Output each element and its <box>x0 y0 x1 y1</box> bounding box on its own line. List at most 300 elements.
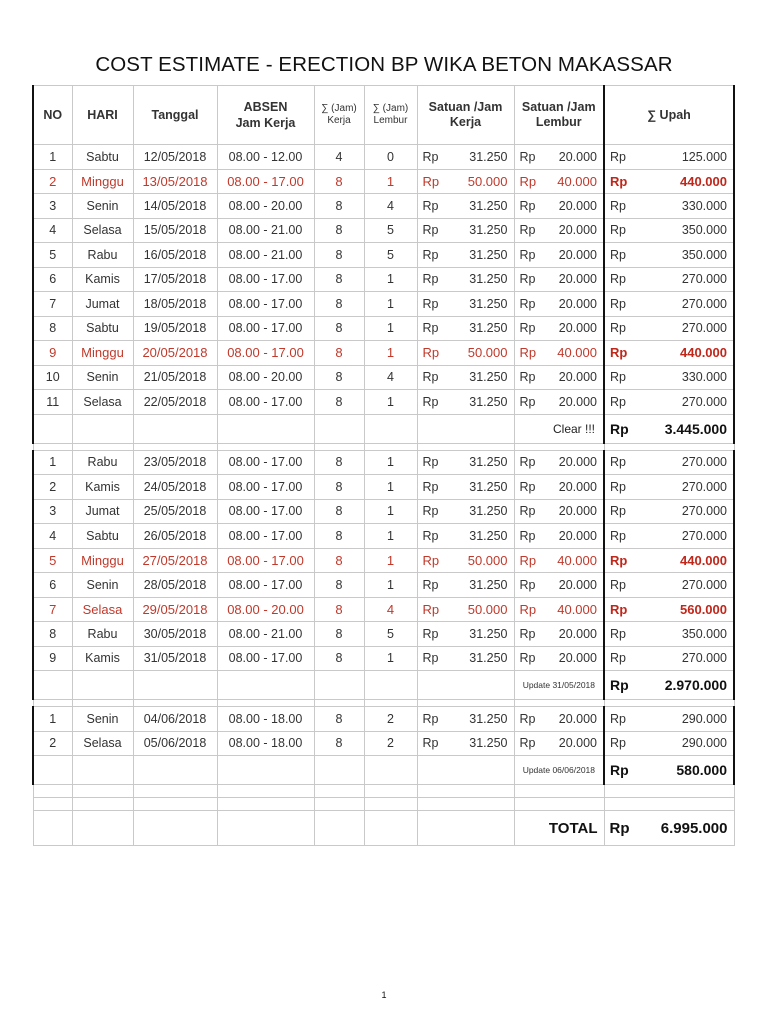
cell-satuan-kerja-value: 31.250 <box>469 577 508 592</box>
empty-cell <box>33 798 72 811</box>
cell-upah-value: 270.000 <box>681 504 727 519</box>
subtotal-empty-cell <box>33 414 72 443</box>
cell-satuan-lembur-currency: Rp <box>519 736 536 751</box>
empty-row <box>33 798 734 811</box>
total-empty-cell <box>217 811 314 846</box>
cell-jam-kerja: 8 <box>314 597 364 622</box>
cell-satuan-lembur <box>514 597 604 622</box>
subtotal-empty-cell <box>133 671 217 700</box>
cell-jam-kerja: 8 <box>314 450 364 475</box>
subtotal-empty-cell <box>417 756 514 785</box>
cell-hari: Jumat <box>72 292 133 317</box>
cell-upah-value: 290.000 <box>681 711 727 726</box>
cell-satuan-kerja-value: 31.250 <box>469 394 508 409</box>
cell-tanggal: 17/05/2018 <box>133 267 217 292</box>
cell-upah <box>604 390 734 415</box>
cell-upah <box>604 475 734 500</box>
header-jam-lembur-line2: Lembur <box>373 115 408 126</box>
spacer-cell <box>217 700 314 707</box>
cell-satuan-lembur-currency: Rp <box>519 651 536 666</box>
cell-satuan-lembur-value: 20.000 <box>558 247 597 262</box>
cell-hari: Jumat <box>72 499 133 524</box>
cell-jam-kerja: 8 <box>314 622 364 647</box>
cell-satuan-lembur-wrap <box>520 712 598 726</box>
subtotal-amount <box>604 414 734 443</box>
cell-absen: 08.00 - 17.00 <box>217 573 314 598</box>
cell-hari: Rabu <box>72 243 133 268</box>
empty-row <box>33 785 734 798</box>
cell-satuan-lembur-currency: Rp <box>519 345 537 361</box>
cell-satuan-lembur-wrap <box>520 321 598 335</box>
spacer-cell <box>417 700 514 707</box>
cell-satuan-kerja-currency: Rp <box>422 272 439 287</box>
cell-satuan-lembur <box>514 390 604 415</box>
cell-jam-kerja: 8 <box>314 292 364 317</box>
subtotal-empty-cell <box>217 414 314 443</box>
cell-upah-wrap <box>610 150 727 164</box>
cell-satuan-kerja-value: 31.250 <box>469 651 508 666</box>
cell-jam-lembur: 5 <box>364 622 417 647</box>
cell-jam-lembur: 2 <box>364 707 417 732</box>
cell-jam-lembur: 1 <box>364 573 417 598</box>
empty-cell <box>72 785 133 798</box>
header-satuan-kerja <box>417 86 514 145</box>
cell-satuan-kerja-wrap <box>423 272 508 286</box>
cell-satuan-kerja-currency: Rp <box>422 552 440 568</box>
cell-satuan-kerja <box>417 597 514 622</box>
cell-absen: 08.00 - 18.00 <box>217 707 314 732</box>
cell-satuan-lembur-value: 20.000 <box>558 321 597 336</box>
subtotal-amount-value: 2.970.000 <box>664 677 727 693</box>
header-row <box>33 86 734 145</box>
empty-cell <box>514 785 604 798</box>
cell-satuan-kerja <box>417 622 514 647</box>
empty-cell <box>217 785 314 798</box>
spacer-cell <box>217 443 314 450</box>
cell-absen: 08.00 - 17.00 <box>217 646 314 671</box>
cell-upah-currency: Rp <box>610 736 626 751</box>
total-empty-cell <box>33 811 72 846</box>
cell-satuan-kerja-value: 31.250 <box>469 504 508 519</box>
cell-tanggal: 20/05/2018 <box>133 341 217 366</box>
spacer-cell <box>364 700 417 707</box>
header-absen-line1: ABSEN <box>243 100 288 114</box>
cell-jam-lembur: 1 <box>364 267 417 292</box>
cell-satuan-lembur-wrap <box>520 174 598 189</box>
cell-satuan-lembur <box>514 731 604 756</box>
cell-upah <box>604 243 734 268</box>
cell-satuan-kerja-value: 31.250 <box>469 149 508 164</box>
cell-satuan-lembur-currency: Rp <box>519 247 536 262</box>
cell-upah-wrap <box>610 712 727 726</box>
cell-no: 5 <box>33 243 72 268</box>
cell-jam-lembur: 1 <box>364 390 417 415</box>
cell-jam-lembur: 1 <box>364 450 417 475</box>
cell-satuan-lembur-currency: Rp <box>519 601 537 617</box>
cell-satuan-kerja <box>417 707 514 732</box>
subtotal-amount-currency: Rp <box>610 677 629 693</box>
cell-upah-currency: Rp <box>610 198 626 213</box>
spacer-cell <box>417 443 514 450</box>
header-absen <box>217 86 314 145</box>
cell-upah-wrap <box>610 578 727 592</box>
cell-satuan-kerja-currency: Rp <box>422 394 439 409</box>
cell-upah-currency: Rp <box>610 272 626 287</box>
subtotal-amount-value: 3.445.000 <box>664 420 727 437</box>
cell-satuan-kerja-value: 31.250 <box>469 736 508 751</box>
cell-jam-lembur: 5 <box>364 218 417 243</box>
cell-absen: 08.00 - 17.00 <box>217 450 314 475</box>
subtotal-empty-cell <box>417 671 514 700</box>
cell-satuan-kerja-wrap <box>423 627 508 641</box>
subtotal-empty-cell <box>33 671 72 700</box>
cell-hari: Rabu <box>72 622 133 647</box>
cell-upah-value: 350.000 <box>681 626 727 641</box>
cell-hari: Senin <box>72 573 133 598</box>
cell-upah-currency: Rp <box>610 370 626 385</box>
cell-tanggal: 28/05/2018 <box>133 573 217 598</box>
empty-cell <box>604 798 734 811</box>
cell-absen: 08.00 - 17.00 <box>217 267 314 292</box>
cell-no: 8 <box>33 622 72 647</box>
cell-satuan-lembur-value: 20.000 <box>558 577 597 592</box>
cell-hari: Selasa <box>72 218 133 243</box>
cell-upah-currency: Rp <box>610 173 628 189</box>
cell-absen: 08.00 - 17.00 <box>217 341 314 366</box>
cell-satuan-lembur-currency: Rp <box>519 626 536 641</box>
cell-satuan-kerja-wrap <box>423 297 508 311</box>
table-row <box>33 341 734 366</box>
cell-satuan-kerja-currency: Rp <box>422 198 439 213</box>
spacer-cell <box>514 700 604 707</box>
subtotal-empty-cell <box>364 414 417 443</box>
cell-satuan-kerja-value: 31.250 <box>469 479 508 494</box>
cell-hari: Rabu <box>72 450 133 475</box>
cell-satuan-lembur-value: 20.000 <box>558 394 597 409</box>
cell-upah <box>604 292 734 317</box>
cell-satuan-lembur-wrap <box>520 529 598 543</box>
cell-tanggal: 18/05/2018 <box>133 292 217 317</box>
cell-upah-wrap <box>610 345 727 360</box>
cell-jam-lembur: 5 <box>364 243 417 268</box>
cell-upah-wrap <box>610 395 727 409</box>
cell-upah-wrap <box>610 553 727 568</box>
cell-satuan-lembur-wrap <box>520 627 598 641</box>
spacer-cell <box>314 700 364 707</box>
cell-upah-value: 440.000 <box>680 552 727 568</box>
cell-satuan-lembur-currency: Rp <box>519 528 536 543</box>
cell-no: 9 <box>33 341 72 366</box>
cell-jam-kerja: 8 <box>314 646 364 671</box>
cell-upah <box>604 145 734 170</box>
cell-upah-currency: Rp <box>610 504 626 519</box>
subtotal-amount-wrap <box>610 762 727 778</box>
subtotal-note: Update 06/06/2018 <box>514 756 604 785</box>
cell-upah-value: 270.000 <box>681 272 727 287</box>
header-hari: HARI <box>72 86 133 145</box>
cell-hari: Minggu <box>72 548 133 573</box>
cell-satuan-lembur-value: 40.000 <box>557 601 597 617</box>
cell-satuan-kerja-value: 31.250 <box>469 223 508 238</box>
cell-satuan-lembur <box>514 475 604 500</box>
cell-upah-currency: Rp <box>610 394 626 409</box>
cell-upah-currency: Rp <box>610 711 626 726</box>
header-jam-kerja-line2: Kerja <box>327 115 351 126</box>
cell-tanggal: 29/05/2018 <box>133 597 217 622</box>
cell-satuan-kerja-currency: Rp <box>422 223 439 238</box>
cell-jam-kerja: 8 <box>314 169 364 194</box>
cell-satuan-lembur-currency: Rp <box>519 577 536 592</box>
cell-satuan-lembur <box>514 499 604 524</box>
cell-satuan-lembur-currency: Rp <box>519 321 536 336</box>
empty-cell <box>364 798 417 811</box>
cell-upah-wrap <box>610 174 727 189</box>
cell-satuan-lembur-currency: Rp <box>519 552 537 568</box>
cell-satuan-kerja-currency: Rp <box>422 626 439 641</box>
cell-satuan-lembur <box>514 450 604 475</box>
cell-jam-kerja: 8 <box>314 548 364 573</box>
cell-satuan-kerja-wrap <box>423 223 508 237</box>
table-row <box>33 365 734 390</box>
cell-satuan-kerja-value: 31.250 <box>469 198 508 213</box>
cell-satuan-lembur <box>514 524 604 549</box>
cell-satuan-kerja-value: 50.000 <box>467 345 508 361</box>
cell-upah-value: 440.000 <box>680 345 727 361</box>
cell-tanggal: 05/06/2018 <box>133 731 217 756</box>
cell-absen: 08.00 - 21.00 <box>217 218 314 243</box>
cell-satuan-kerja <box>417 292 514 317</box>
cell-satuan-kerja <box>417 524 514 549</box>
cell-upah <box>604 548 734 573</box>
cell-upah-value: 350.000 <box>681 223 727 238</box>
cell-satuan-kerja-currency: Rp <box>422 736 439 751</box>
cell-satuan-lembur-wrap <box>520 602 598 617</box>
cell-jam-kerja: 8 <box>314 499 364 524</box>
cell-satuan-lembur-currency: Rp <box>519 149 536 164</box>
cell-upah <box>604 646 734 671</box>
cell-satuan-kerja <box>417 169 514 194</box>
cell-upah-value: 270.000 <box>681 296 727 311</box>
cell-jam-kerja: 8 <box>314 390 364 415</box>
empty-cell <box>417 798 514 811</box>
total-row <box>33 811 734 846</box>
cell-upah-currency: Rp <box>610 626 626 641</box>
cell-hari: Sabtu <box>72 145 133 170</box>
table-row <box>33 267 734 292</box>
cell-tanggal: 04/06/2018 <box>133 707 217 732</box>
cell-upah <box>604 450 734 475</box>
cell-upah-value: 270.000 <box>681 455 727 470</box>
cell-satuan-kerja-wrap <box>423 199 508 213</box>
cell-satuan-kerja-value: 31.250 <box>469 455 508 470</box>
table-row <box>33 524 734 549</box>
subtotal-empty-cell <box>217 756 314 785</box>
cell-satuan-kerja <box>417 548 514 573</box>
cell-satuan-kerja <box>417 731 514 756</box>
header-satuan-lembur-line1: Satuan /Jam <box>521 100 596 114</box>
table-row <box>33 499 734 524</box>
cell-satuan-lembur <box>514 548 604 573</box>
cell-satuan-lembur-wrap <box>520 370 598 384</box>
cell-hari: Minggu <box>72 169 133 194</box>
cell-satuan-lembur <box>514 573 604 598</box>
table-row <box>33 218 734 243</box>
cell-satuan-kerja-wrap <box>423 174 508 189</box>
cell-jam-kerja: 8 <box>314 475 364 500</box>
cell-satuan-lembur-wrap <box>520 223 598 237</box>
cell-jam-kerja: 8 <box>314 365 364 390</box>
cell-satuan-kerja <box>417 243 514 268</box>
cell-absen: 08.00 - 17.00 <box>217 390 314 415</box>
cell-satuan-kerja-currency: Rp <box>422 247 439 262</box>
cell-absen: 08.00 - 20.00 <box>217 194 314 219</box>
cell-satuan-lembur-value: 20.000 <box>558 272 597 287</box>
cell-satuan-lembur-currency: Rp <box>519 272 536 287</box>
total-empty-cell <box>72 811 133 846</box>
cell-jam-kerja: 8 <box>314 194 364 219</box>
cell-satuan-lembur-value: 40.000 <box>557 345 597 361</box>
cell-upah-wrap <box>610 480 727 494</box>
cell-hari: Selasa <box>72 731 133 756</box>
cell-satuan-kerja-wrap <box>423 602 508 617</box>
cell-satuan-lembur <box>514 365 604 390</box>
cell-upah-wrap <box>610 321 727 335</box>
cell-satuan-lembur-currency: Rp <box>519 370 536 385</box>
cell-satuan-kerja-value: 31.250 <box>469 247 508 262</box>
cell-jam-lembur: 1 <box>364 524 417 549</box>
cell-tanggal: 22/05/2018 <box>133 390 217 415</box>
cell-satuan-lembur <box>514 341 604 366</box>
cell-satuan-kerja-currency: Rp <box>422 528 439 543</box>
spacer-row <box>33 443 734 450</box>
cell-upah-currency: Rp <box>610 552 628 568</box>
cell-jam-lembur: 4 <box>364 365 417 390</box>
cell-satuan-lembur-value: 20.000 <box>558 528 597 543</box>
cell-satuan-lembur-value: 40.000 <box>557 552 597 568</box>
empty-cell <box>364 785 417 798</box>
cell-upah-currency: Rp <box>610 149 626 164</box>
cell-no: 1 <box>33 450 72 475</box>
cell-upah-currency: Rp <box>610 223 626 238</box>
cell-jam-kerja: 8 <box>314 707 364 732</box>
cell-no: 11 <box>33 390 72 415</box>
cell-satuan-lembur-value: 20.000 <box>558 223 597 238</box>
table-row <box>33 622 734 647</box>
cell-upah <box>604 524 734 549</box>
cell-satuan-lembur-currency: Rp <box>519 479 536 494</box>
spacer-cell <box>604 443 734 450</box>
cell-upah-currency: Rp <box>610 296 626 311</box>
cell-upah-currency: Rp <box>610 651 626 666</box>
subtotal-amount-currency: Rp <box>610 420 629 437</box>
cell-satuan-lembur <box>514 218 604 243</box>
subtotal-empty-cell <box>417 414 514 443</box>
cell-upah-wrap <box>610 651 727 665</box>
table-row <box>33 731 734 756</box>
total-amount-currency: Rp <box>609 819 630 837</box>
cell-satuan-lembur-value: 20.000 <box>558 198 597 213</box>
cell-absen: 08.00 - 17.00 <box>217 475 314 500</box>
cell-upah-wrap <box>610 627 727 641</box>
header-upah: ∑ Upah <box>604 86 734 145</box>
header-jam-lembur <box>364 86 417 145</box>
cell-upah-currency: Rp <box>610 577 626 592</box>
subtotal-empty-cell <box>314 414 364 443</box>
cell-absen: 08.00 - 20.00 <box>217 597 314 622</box>
cell-tanggal: 15/05/2018 <box>133 218 217 243</box>
cell-tanggal: 27/05/2018 <box>133 548 217 573</box>
cell-jam-lembur: 1 <box>364 548 417 573</box>
cell-satuan-lembur-currency: Rp <box>519 504 536 519</box>
cell-upah-value: 270.000 <box>681 577 727 592</box>
table-row <box>33 194 734 219</box>
cell-satuan-kerja <box>417 390 514 415</box>
subtotal-note: Clear !!! <box>514 414 604 443</box>
cell-jam-lembur: 1 <box>364 499 417 524</box>
cell-upah-wrap <box>610 370 727 384</box>
cell-satuan-lembur-value: 20.000 <box>558 149 597 164</box>
cell-upah-value: 270.000 <box>681 651 727 666</box>
cell-satuan-kerja-wrap <box>423 321 508 335</box>
cell-hari: Senin <box>72 194 133 219</box>
cell-tanggal: 13/05/2018 <box>133 169 217 194</box>
cell-hari: Senin <box>72 707 133 732</box>
total-amount <box>604 811 734 846</box>
cell-absen: 08.00 - 17.00 <box>217 499 314 524</box>
cell-satuan-lembur-wrap <box>520 150 598 164</box>
cell-satuan-lembur <box>514 169 604 194</box>
cell-satuan-lembur <box>514 646 604 671</box>
cell-satuan-lembur-currency: Rp <box>519 296 536 311</box>
cell-jam-kerja: 8 <box>314 243 364 268</box>
subtotal-empty-cell <box>314 756 364 785</box>
cell-upah-value: 270.000 <box>681 394 727 409</box>
cell-upah-wrap <box>610 199 727 213</box>
cell-no: 4 <box>33 218 72 243</box>
cell-satuan-lembur-value: 20.000 <box>558 651 597 666</box>
cell-upah <box>604 316 734 341</box>
cell-satuan-lembur <box>514 707 604 732</box>
cell-tanggal: 23/05/2018 <box>133 450 217 475</box>
spacer-cell <box>133 700 217 707</box>
spacer-cell <box>72 443 133 450</box>
cell-satuan-kerja-currency: Rp <box>422 504 439 519</box>
cell-no: 5 <box>33 548 72 573</box>
cost-estimate-table <box>32 85 735 846</box>
subtotal-empty-cell <box>314 671 364 700</box>
cell-satuan-kerja-wrap <box>423 480 508 494</box>
cell-satuan-kerja-value: 31.250 <box>469 370 508 385</box>
cell-upah-value: 330.000 <box>681 198 727 213</box>
cell-satuan-lembur-currency: Rp <box>519 455 536 470</box>
table-row <box>33 646 734 671</box>
cell-hari: Selasa <box>72 390 133 415</box>
cell-satuan-lembur-wrap <box>520 578 598 592</box>
document-title: COST ESTIMATE - ERECTION BP WIKA BETON MAKASSAR <box>95 53 673 76</box>
cell-satuan-kerja-wrap <box>423 736 508 750</box>
cell-upah-currency: Rp <box>610 247 626 262</box>
table-row <box>33 707 734 732</box>
cell-satuan-kerja <box>417 267 514 292</box>
subtotal-empty-cell <box>72 756 133 785</box>
cell-upah <box>604 622 734 647</box>
cell-satuan-kerja-wrap <box>423 504 508 518</box>
cell-upah-value: 270.000 <box>681 479 727 494</box>
cell-satuan-lembur-wrap <box>520 736 598 750</box>
cell-no: 7 <box>33 597 72 622</box>
cell-upah-wrap <box>610 504 727 518</box>
cell-no: 1 <box>33 707 72 732</box>
